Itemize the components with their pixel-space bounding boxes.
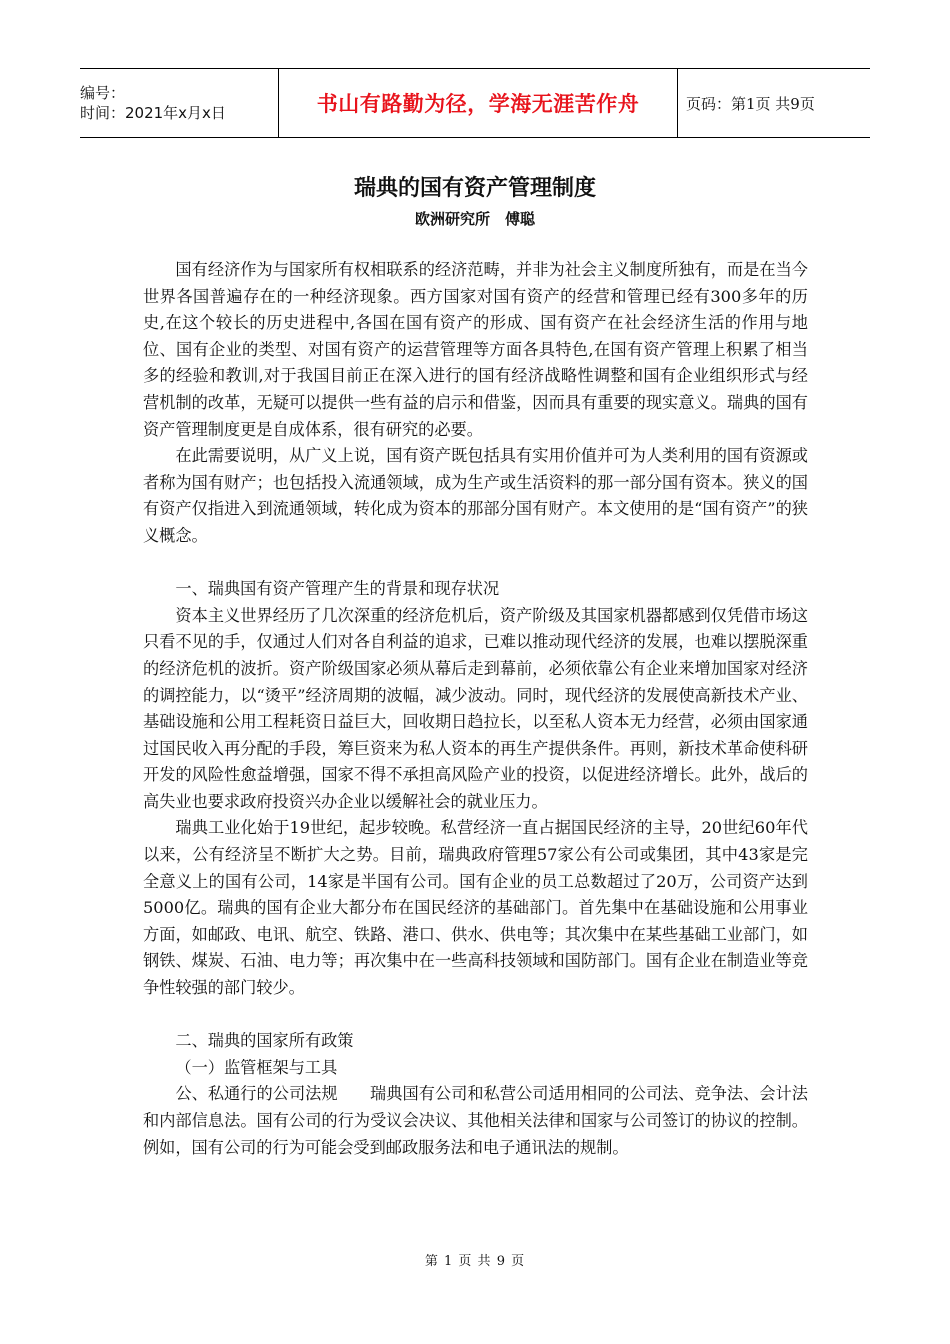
section-heading: 二、瑞典的国家所有政策 [175, 1031, 354, 1051]
document-number-label: 编号： [80, 84, 126, 102]
header-meta [80, 69, 278, 137]
section-heading: 一、瑞典国有资产管理产生的背景和现存状况 [175, 579, 500, 599]
document-body [143, 257, 808, 1161]
document-author: 欧洲研究所 傅聪 [414, 210, 535, 228]
document-date: 时间：2021年x月x日 [80, 104, 226, 122]
paragraph: 国有经济作为与国家所有权相联系的经济范畴，并非为社会主义制度所独有，而是在当今世界各国普遍存在的一种经济现象。西方国家对国有资产的经营和管理已经有300多年的历史,在这个较长的历史进程中,各国在国有资产的形成、国有资产在社会经济生活的作用与地位、国有企业的类型、对国有资产的运营管理等方面各具特色,在国有资产管理上积累了相当多的经验和教训,对于我国目前正在深入进行的国有经济战略性调整和国有企业组织形式与经营机制的改革，无疑可以提供一些有益的启示和借鉴，因而具有重要的现实意义。瑞典的国有资产管理制度更是自成体系，很有研究的必要。 [143, 260, 808, 439]
document-title: 瑞典的国有资产管理制度 [353, 176, 596, 201]
paragraph: 在此需要说明，从广义上说，国有资产既包括具有实用价值并可为人类利用的国有资源或者称为国有财产；也包括投入流通领域，成为生产或生活资料的那一部分国有资本。狭义的国有资产仅指进入到流通领域，转化成为资本的那部分国有财产。本文使用的是“国有资产”的狭义概念。 [143, 446, 808, 545]
paragraph-spacer [143, 1002, 808, 1029]
paragraph: 资本主义世界经历了几次深重的经济危机后，资产阶级及其国家机器都感到仅凭借市场这只看不见的手，仅通过人们对各自利益的追求，已难以推动现代经济的发展，也难以摆脱深重的经济危机的波折。资产阶级国家必须从幕后走到幕前，必须依靠公有企业来增加国家对经济的调控能力，以“烫平”经济周期的波幅，减少波动。同时，现代经济的发展使高新技术产业、基础设施和公用工程耗资日益巨大，回收期日趋拉长，以至私人资本无力经营，必须由国家通过国民收入再分配的手段，筹巨资来为私人资本的再生产提供条件。再则，新技术革命使科研开发的风险性愈益增强，国家不得不承担高风险产业的投资，以促进经济增长。此外，战后的高失业也要求政府投资兴办企业以缓解社会的就业压力。 [143, 605, 808, 811]
header-motto: 书山有路勤为径，学海无涯苦作舟 [316, 91, 640, 116]
header-page-number: 页码：第1页 共9页 [686, 94, 815, 113]
header-page-info [678, 69, 870, 137]
subsection-heading: （一）监管框架与工具 [175, 1057, 338, 1077]
paragraph: 瑞典工业化始于19世纪，起步较晚。私营经济一直占据国民经济的主导，20世纪60年代以来，公有经济呈不断扩大之势。目前，瑞典政府管理57家公有公司或集团，其中43家是完全意义上的国有公司，14家是半国有公司。国有企业的员工总数超过了20万，公司资产达到5000亿。瑞典的国有企业大都分布在国民经济的基础部门。首先集中在基础设施和公用事业方面，如邮政、电讯、航空、铁路、港口、供水、供电等；其次集中在某些基础工业部门，如钢铁、煤炭、石油、电力等；再次集中在一些高科技领域和国防部门。国有企业在制造业等竞争性较强的部门较少。 [143, 818, 808, 998]
paragraph: 公、私通行的公司法规 瑞典国有公司和私营公司适用相同的公司法、竞争法、会计法和内部信息法。国有公司的行为受议会决议、其他相关法律和国家与公司签订的协议的控制。例如，国有公司的行为可能会受到邮政服务法和电子通讯法的规制。 [143, 1084, 808, 1157]
paragraph-spacer [143, 550, 808, 577]
page-footer: 第 1 页 共 9 页 [424, 1254, 526, 1269]
page-header [80, 68, 870, 138]
header-motto-cell [278, 69, 678, 137]
